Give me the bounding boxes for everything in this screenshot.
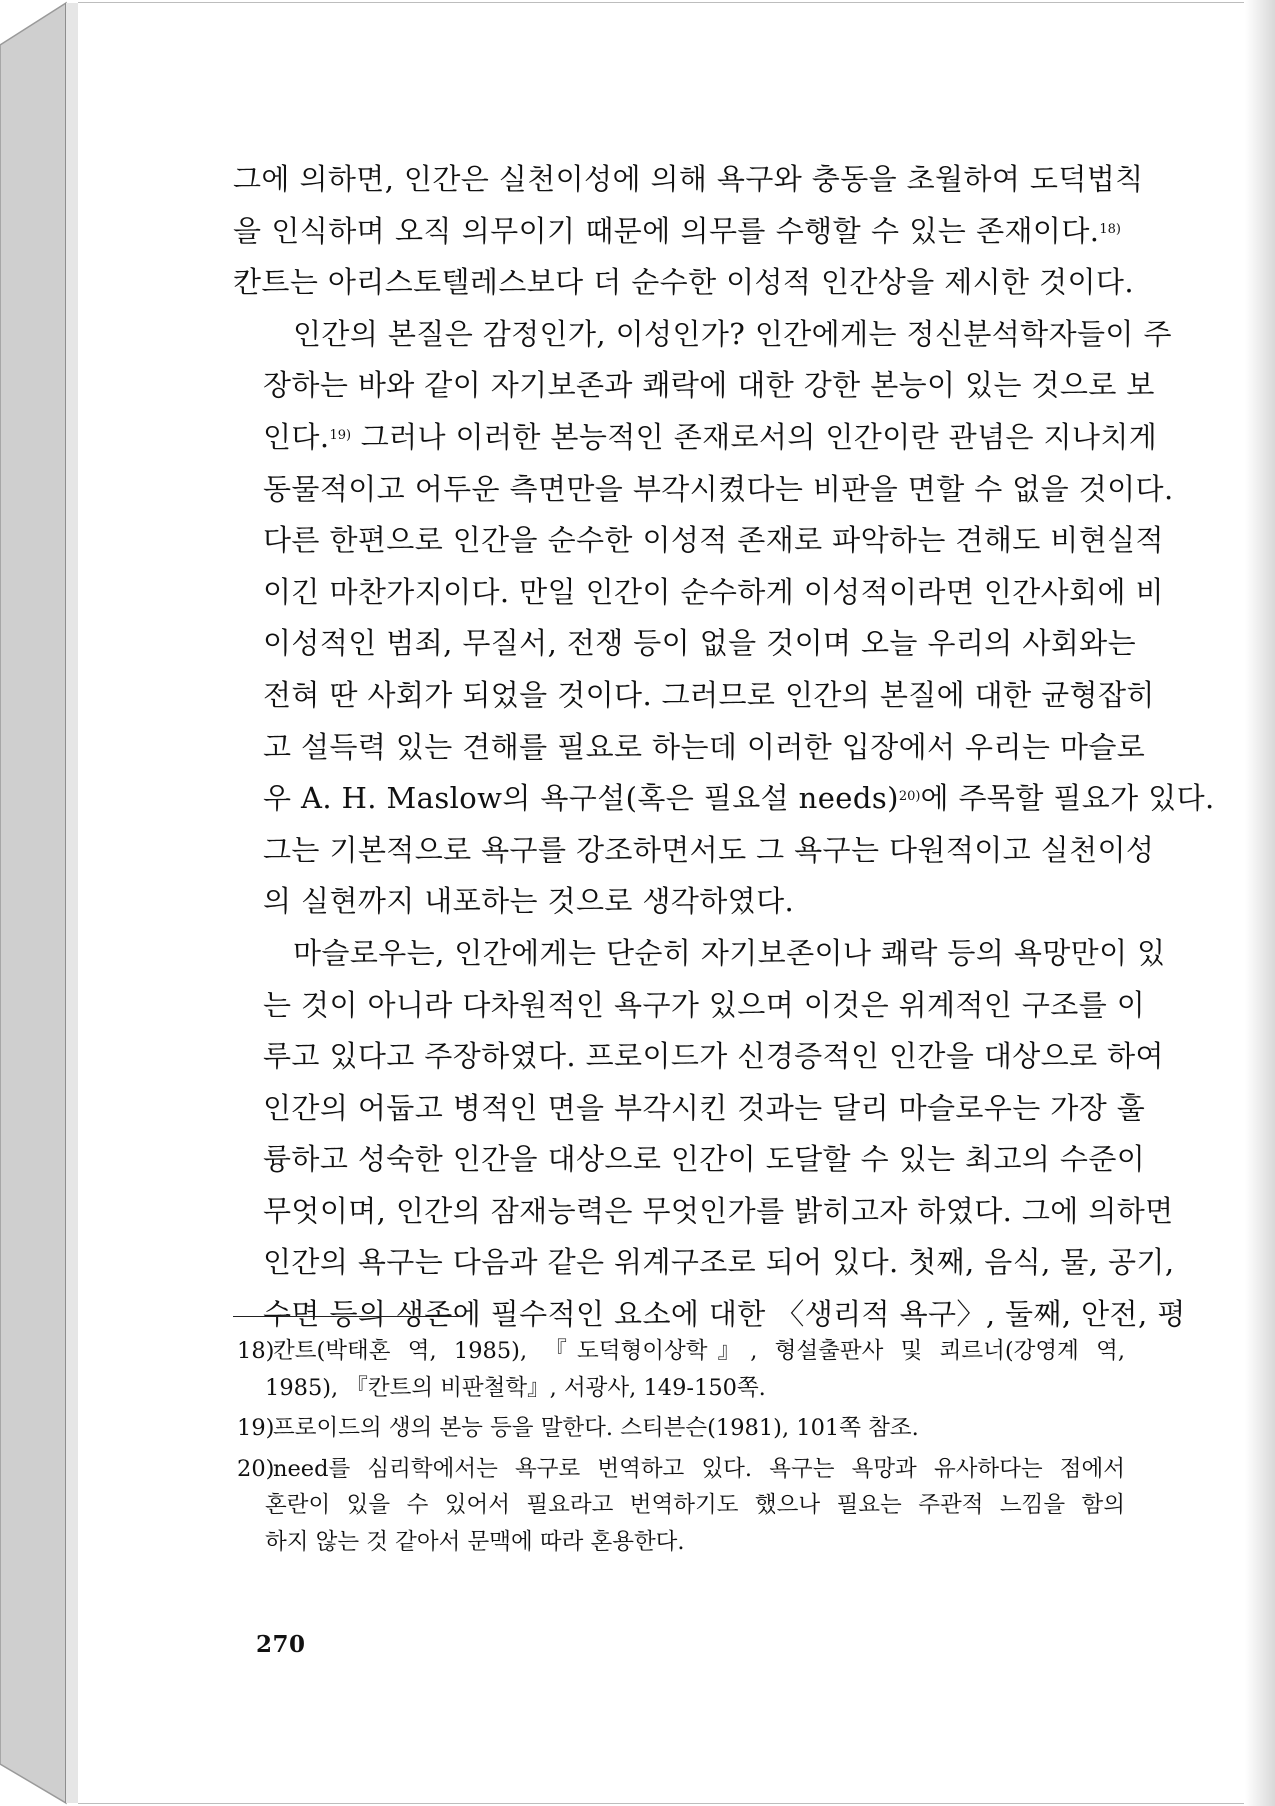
footnote-line — [237, 1451, 1125, 1488]
footnote-line — [237, 1410, 1125, 1447]
text-line: 그는 기본적으로 욕구를 강조하면서도 그 욕구는 다원적이고 실천이성 — [263, 832, 1155, 867]
text-line: 마슬로우는, 인간에게는 단순히 자기보존이나 쾌락 등의 욕망만이 있 — [293, 935, 1166, 970]
footnote-text: need를 심리학에서는 욕구로 번역하고 있다. 욕구는 욕망과 유사하다는 점에서 — [273, 1455, 1125, 1482]
footnote-19 — [237, 1410, 1125, 1447]
text-line: 인간의 욕구는 다음과 같은 위계구조로 되어 있다. 첫째, 음식, 물, 공기, — [263, 1245, 1175, 1280]
book-spine-edge — [0, 0, 80, 1806]
footnotes — [237, 1333, 1125, 1564]
footnote-line: 혼란이 있을 수 있어서 필요라고 번역하기도 했으나 필요는 주관적 느낌을 함의 — [265, 1492, 1125, 1518]
text-line: 륭하고 성숙한 인간을 대상으로 인간이 도달할 수 있는 최고의 수준이 — [263, 1142, 1146, 1177]
footnote-line: 1985), 『칸트의 비판철학』, 서광사, 149-150쪽. — [265, 1374, 766, 1401]
text-line: 다른 한편으로 인간을 순수한 이성적 존재로 파악하는 견해도 비현실적 — [263, 523, 1164, 558]
text-line-segment: 인다. — [263, 419, 330, 454]
paragraph-3 — [233, 928, 1186, 1341]
footnote-number: 18) — [237, 1338, 275, 1364]
text-line: 그에 의하면, 인간은 실천이성에 의해 욕구와 충동을 초월하여 도덕법칙 — [233, 162, 1144, 196]
footnote-text: 프로이드의 생의 본능 등을 말한다. 스티븐슨(1981), 101쪽 참조. — [273, 1415, 919, 1441]
footnote-line — [237, 1333, 1125, 1370]
footnote-ref-18[interactable]: 18) — [1099, 221, 1121, 237]
text-line: 인간의 본질은 감정인가, 이성인가? 인간에게는 정신분석학자들이 주 — [293, 316, 1172, 351]
text-line — [233, 206, 1121, 258]
text-line: 이긴 마찬가지이다. 만일 인간이 순수하게 이성적이라면 인간사회에 비 — [263, 574, 1164, 609]
text-line: 는 것이 아니라 다차원적인 욕구가 있으며 이것은 위계적인 구조를 이 — [263, 987, 1146, 1022]
text-line: 인간의 어둡고 병적인 면을 부각시킨 것과는 달리 마슬로우는 가장 훌 — [263, 1090, 1146, 1125]
text-line: 루고 있다고 주장하였다. 프로이드가 신경증적인 인간을 대상으로 하여 — [263, 1039, 1164, 1074]
text-line-segment: 에 주목할 필요가 있다. — [920, 781, 1215, 816]
footnote-separator — [233, 1316, 463, 1317]
text-line-segment: 그러나 이러한 본능적인 존재로서의 인간이란 관념은 지나치게 — [351, 419, 1158, 454]
text-line: 의 실현까지 내포하는 것으로 생각하였다. — [263, 884, 795, 919]
footnote-ref-20[interactable]: 20) — [898, 789, 921, 805]
text-line: 이성적인 범죄, 무질서, 전쟁 등이 없을 것이며 오늘 우리의 사회와는 — [263, 626, 1136, 661]
text-line — [233, 412, 1158, 464]
text-line-segment: 을 인식하며 오직 의무이기 때문에 의무를 수행할 수 있는 존재이다. — [233, 213, 1100, 248]
text-line-segment: 우 A. H. Maslow의 욕구설(혹은 필요설 needs) — [263, 781, 899, 816]
footnote-line: 하지 않는 것 같아서 문맥에 따라 혼용한다. — [265, 1528, 685, 1555]
text-line: 고 설득력 있는 견해를 필요로 하는데 이러한 입장에서 우리는 마슬로 — [263, 729, 1146, 764]
page-number: 270 — [256, 1631, 306, 1658]
body-text — [233, 154, 1215, 1341]
text-line: 수면 등의 생존에 필수적인 요소에 대한 〈생리적 욕구〉, 둘째, 안전, 평 — [263, 1297, 1186, 1332]
paragraph-1 — [233, 154, 1144, 309]
footnote-number: 20) — [237, 1455, 275, 1482]
text-line: 무엇이며, 인간의 잠재능력은 무엇인가를 밝히고자 하였다. 그에 의하면 — [263, 1193, 1174, 1228]
footnote-20 — [237, 1451, 1125, 1561]
footnote-ref-19[interactable]: 19) — [329, 427, 352, 443]
footnote-number: 19) — [237, 1415, 275, 1441]
footnote-text: 칸트(박태혼 역, 1985), 『도덕형이상학』, 형설출판사 및 쾨르너(강영계 역, — [273, 1338, 1125, 1364]
paragraph-2 — [233, 309, 1215, 928]
text-line — [233, 773, 1215, 825]
footnote-18 — [237, 1333, 1125, 1406]
text-line: 장하는 바와 같이 자기보존과 쾌락에 대한 강한 본능이 있는 것으로 보 — [263, 368, 1155, 403]
text-line: 동물적이고 어두운 측면만을 부각시켰다는 비판을 면할 수 없을 것이다. — [263, 471, 1174, 506]
page-right-edge — [1245, 0, 1275, 1806]
text-line: 칸트는 아리스토텔레스보다 더 순수한 이성적 인간상을 제시한 것이다. — [233, 265, 1134, 300]
text-line: 전혀 딴 사회가 되었을 것이다. 그러므로 인간의 본질에 대한 균형잡히 — [263, 677, 1155, 712]
